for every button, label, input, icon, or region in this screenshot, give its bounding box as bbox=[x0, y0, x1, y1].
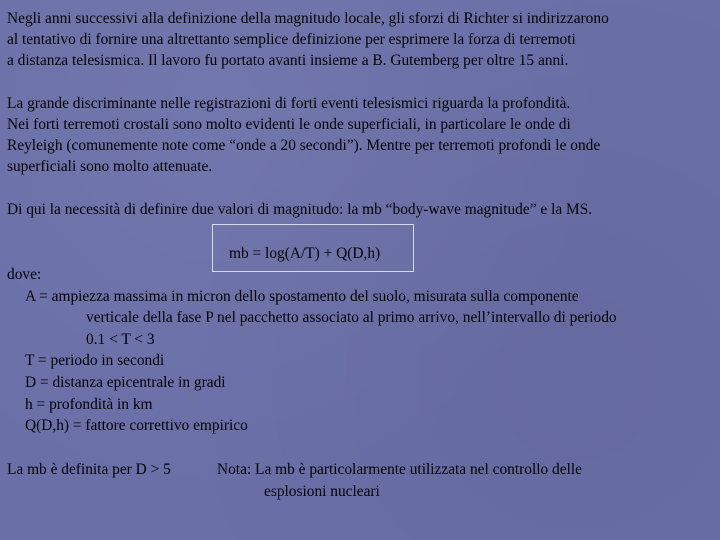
paragraph3-line: Di qui la necessità di definire due valori di magnitudo: la mb “body-wave magnitude” e la MS. bbox=[7, 201, 593, 218]
definition-q: Q(D,h) = fattore correttivo empirico bbox=[25, 417, 248, 434]
definition-a-line-1: A = ampiezza massima in micron dello spostamento del suolo, misurata sulla componente bbox=[25, 288, 579, 305]
definitions-intro: dove: bbox=[7, 266, 42, 283]
footer-note-line-1: Nota: La mb è particolarmente utilizzata nel controllo delle bbox=[217, 461, 582, 478]
paragraph2-line-1: La grande discriminante nelle registrazioni di forti eventi telesismici riguarda la profondità. bbox=[7, 95, 571, 112]
paragraph2-line-2: Nei forti terremoti crostali sono molto evidenti le onde superficiali, in particolare le onde di bbox=[7, 116, 571, 133]
paragraph1-line-2: al tentativo di fornire una altrettanto semplice definizione per esprimere la forza di terremoti bbox=[7, 31, 576, 48]
paragraph2-line-4: superficiali sono molto attenuate. bbox=[7, 158, 213, 175]
definition-h: h = profondità in km bbox=[25, 396, 153, 413]
footer-condition: La mb è definita per D > 5 bbox=[7, 461, 171, 478]
formula: mb = log(A/T) + Q(D,h) bbox=[229, 245, 381, 262]
definition-a-line-2: verticale della fase P nel pacchetto associato al primo arrivo, nell’intervallo di periodo bbox=[86, 309, 617, 326]
definition-t: T = periodo in secondi bbox=[25, 352, 165, 369]
paragraph1-line-1: Negli anni successivi alla definizione della magnitudo locale, gli sforzi di Richter si indirizzarono bbox=[7, 10, 609, 27]
definition-a-line-3: 0.1 < T < 3 bbox=[86, 331, 155, 348]
paragraph1-line-3: a distanza telesismica. Il lavoro fu portato avanti insieme a B. Gutemberg per oltre 15 anni. bbox=[7, 52, 569, 69]
footer-note-line-2: esplosioni nucleari bbox=[264, 483, 380, 500]
definition-d: D = distanza epicentrale in gradi bbox=[25, 374, 226, 391]
paragraph2-line-3: Reyleigh (comunemente note come “onde a 20 secondi”). Mentre per terremoti profondi le onde bbox=[7, 137, 601, 154]
